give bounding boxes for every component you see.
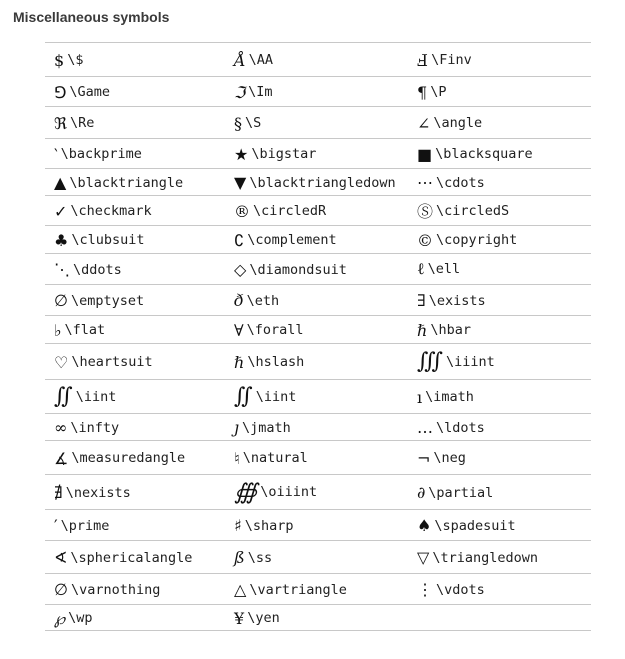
symbol-command: \circledR [253, 203, 327, 219]
symbol-command: \ldots [436, 419, 485, 436]
symbol-glyph: © [417, 230, 433, 250]
table-row [45, 139, 591, 169]
symbol-glyph: ♭ [54, 320, 62, 340]
symbol-command: \checkmark [70, 203, 152, 219]
symbol-cell [225, 541, 408, 574]
symbol-cell [225, 380, 408, 414]
symbol-cell [225, 316, 408, 344]
symbol-cell [408, 441, 591, 475]
symbol-glyph: ∭ [417, 349, 444, 374]
symbol-command: \yen [247, 610, 280, 626]
symbol-command: \oiiint [260, 484, 318, 500]
symbol-glyph: ✓ [54, 201, 68, 221]
symbol-glyph: ◇ [234, 260, 247, 279]
symbol-glyph: ∃ [417, 291, 426, 310]
symbol-command: \sphericalangle [70, 549, 193, 566]
section-title: Miscellaneous symbols [13, 9, 170, 25]
symbol-glyph: ⋯ [417, 173, 433, 192]
symbol-glyph: ∁ [234, 230, 245, 250]
symbol-command: \imath [425, 389, 474, 405]
symbol-command: \prime [60, 517, 110, 534]
table-row [45, 285, 591, 316]
symbol-cell [225, 510, 408, 541]
symbol-cell [45, 169, 225, 196]
table-row [45, 414, 591, 441]
symbol-glyph: $ [54, 50, 65, 70]
symbol-glyph: ∞ [54, 418, 68, 437]
symbol-cell [45, 139, 225, 169]
symbol-command: \diamondsuit [249, 261, 347, 278]
symbol-glyph: ∢ [54, 548, 68, 567]
symbol-command: \sharp [244, 517, 294, 534]
symbol-cell [225, 196, 408, 226]
symbol-glyph: ♠ [417, 516, 432, 535]
symbol-command: \circledS [436, 202, 510, 219]
table-row [45, 107, 591, 139]
symbol-glyph: ∄ [54, 483, 63, 502]
symbol-command: \iint [255, 388, 297, 405]
symbol-glyph: ℏ [234, 352, 245, 372]
table-row [45, 380, 591, 414]
symbol-cell [408, 107, 591, 139]
symbol-cell [408, 139, 591, 169]
symbol-command: \Finv [431, 52, 472, 68]
symbol-glyph: ℓ [417, 259, 425, 279]
symbol-glyph: ℑ [234, 82, 246, 102]
symbol-glyph: ∠ [417, 113, 431, 133]
symbol-command: \forall [246, 322, 304, 338]
symbol-glyph: ∡ [54, 448, 69, 468]
symbol-command: \iiint [446, 353, 495, 370]
symbol-glyph: ∅ [54, 291, 68, 310]
table-row [45, 254, 591, 285]
symbol-command: \bigstar [251, 146, 317, 162]
symbols-table-body [45, 43, 591, 631]
symbol-glyph: ∬ [234, 384, 253, 409]
symbol-command: \varnothing [70, 581, 161, 598]
table-row [45, 196, 591, 226]
symbol-cell [45, 510, 225, 541]
symbol-command: \hslash [247, 354, 305, 370]
symbol-glyph: § [234, 113, 242, 133]
symbol-glyph: ð [234, 291, 244, 310]
symbol-glyph: ′ [54, 516, 58, 535]
symbol-cell [45, 107, 225, 139]
symbol-command: \ss [247, 549, 273, 566]
symbol-command: \cdots [436, 174, 485, 191]
table-row [45, 541, 591, 574]
symbol-glyph: ℏ [417, 320, 428, 340]
symbol-glyph: ¬ [417, 448, 431, 468]
table-row [45, 316, 591, 344]
symbol-glyph: ♣ [54, 230, 69, 250]
symbol-glyph: ★ [234, 144, 249, 164]
symbol-cell [225, 139, 408, 169]
symbol-cell [408, 510, 591, 541]
symbol-glyph: ∅ [54, 580, 68, 599]
table-row [45, 344, 591, 380]
symbol-cell [45, 475, 225, 510]
symbol-glyph: ⅁ [54, 82, 67, 102]
symbol-glyph: ® [234, 201, 250, 221]
symbol-glyph: ¥ [234, 608, 245, 628]
symbol-glyph: ‵ [54, 144, 58, 164]
symbol-command: \Im [248, 84, 273, 100]
symbol-cell [45, 285, 225, 316]
symbol-cell [408, 380, 591, 414]
symbol-glyph: ▲ [54, 173, 67, 192]
symbol-command: \hbar [430, 322, 471, 338]
table-row [45, 169, 591, 196]
symbol-glyph: ▼ [234, 173, 247, 192]
symbol-command: \wp [68, 610, 93, 626]
symbol-cell [408, 475, 591, 510]
symbol-command: \Game [69, 84, 111, 100]
symbol-command: \blacktriangledown [249, 174, 396, 191]
symbol-cell [408, 605, 591, 631]
symbol-command: \natural [242, 450, 308, 466]
symbol-cell [45, 226, 225, 254]
symbol-cell [45, 344, 225, 380]
symbol-command: \blacktriangle [69, 174, 184, 191]
symbol-cell [408, 414, 591, 441]
symbol-cell [45, 77, 225, 107]
symbol-glyph: Å [234, 50, 246, 70]
symbol-cell [225, 574, 408, 605]
symbol-glyph: ∀ [234, 320, 244, 340]
table-row [45, 510, 591, 541]
symbol-command: \AA [248, 52, 273, 68]
symbol-command: \flat [64, 322, 106, 338]
symbol-command: \measuredangle [71, 450, 186, 466]
symbol-command: \S [245, 115, 262, 131]
symbol-cell [225, 254, 408, 285]
symbol-command: \backprime [60, 146, 142, 162]
symbol-command: \complement [247, 232, 337, 248]
symbol-cell [45, 541, 225, 574]
symbol-command: \infty [70, 419, 120, 436]
symbol-cell [225, 285, 408, 316]
symbol-cell [225, 43, 408, 77]
symbol-glyph: Ⅎ [417, 50, 429, 70]
table-row [45, 574, 591, 605]
symbol-command: \clubsuit [71, 232, 145, 248]
symbol-command: \partial [428, 484, 494, 501]
symbol-command: \blacksquare [435, 146, 533, 162]
symbol-command: \emptyset [70, 292, 145, 309]
symbol-cell [45, 574, 225, 605]
symbol-cell [408, 43, 591, 77]
symbol-cell [225, 77, 408, 107]
symbol-cell [408, 316, 591, 344]
table-row [45, 77, 591, 107]
symbol-glyph: ♮ [234, 448, 240, 468]
symbol-glyph: ℜ [54, 113, 68, 133]
symbol-cell [45, 441, 225, 475]
symbol-command: \heartsuit [71, 354, 153, 370]
symbol-glyph: ♯ [234, 516, 242, 535]
table-row [45, 43, 591, 77]
symbol-command: \Re [70, 115, 95, 131]
symbol-command: \copyright [436, 232, 518, 248]
symbol-cell [225, 414, 408, 441]
symbol-glyph: ß [234, 548, 245, 567]
table-row [45, 605, 591, 631]
symbol-glyph: ♡ [54, 352, 69, 372]
symbols-table [45, 42, 591, 631]
symbol-glyph: ⋮ [417, 580, 433, 599]
symbol-command: \ell [427, 261, 461, 278]
table-row [45, 441, 591, 475]
symbol-cell [225, 605, 408, 631]
symbol-cell [408, 254, 591, 285]
symbol-glyph: ¶ [417, 82, 428, 102]
symbol-glyph: Ⓢ [417, 202, 434, 221]
symbol-cell [225, 107, 408, 139]
symbol-cell [45, 316, 225, 344]
symbol-cell [225, 344, 408, 380]
symbol-cell [45, 380, 225, 414]
symbol-glyph: … [417, 418, 433, 437]
symbol-cell [408, 344, 591, 380]
symbol-command: \iint [75, 388, 117, 405]
symbol-command: \exists [428, 292, 486, 309]
symbol-cell [225, 441, 408, 475]
symbol-cell [45, 196, 225, 226]
symbol-command: \angle [433, 115, 483, 131]
symbol-cell [45, 43, 225, 77]
symbol-cell [408, 574, 591, 605]
table-row [45, 475, 591, 510]
symbol-command: \eth [246, 292, 280, 309]
symbol-command: \vartriangle [249, 581, 347, 598]
symbol-command: \vdots [436, 581, 485, 598]
symbol-cell [225, 475, 408, 510]
symbol-cell [45, 414, 225, 441]
symbol-cell [408, 226, 591, 254]
symbol-cell [408, 541, 591, 574]
symbol-command: \spadesuit [434, 517, 516, 534]
symbol-glyph: ∂ [417, 483, 426, 502]
symbol-cell [45, 254, 225, 285]
symbol-command: \triangledown [432, 549, 538, 566]
symbol-command: \neg [433, 450, 466, 466]
symbol-cell [408, 77, 591, 107]
symbol-cell [225, 226, 408, 254]
symbol-glyph: ∰ [234, 479, 258, 505]
symbol-glyph: ■ [417, 144, 433, 164]
symbol-cell [45, 605, 225, 631]
symbol-command: \nexists [65, 484, 131, 501]
table-row [45, 226, 591, 254]
symbol-command: \$ [67, 52, 84, 68]
symbol-cell [408, 169, 591, 196]
symbol-cell [408, 196, 591, 226]
symbol-command: \jmath [241, 419, 291, 436]
symbol-glyph: ∬ [54, 384, 73, 409]
symbol-glyph: ȷ [234, 418, 239, 437]
symbol-command: \ddots [73, 261, 122, 278]
symbol-glyph: ▽ [417, 548, 430, 567]
symbol-glyph: ı [417, 387, 423, 407]
symbol-glyph: △ [234, 580, 247, 599]
symbol-glyph: ⋱ [54, 260, 70, 279]
symbol-cell [408, 285, 591, 316]
symbol-command: \P [430, 84, 447, 100]
symbol-cell [225, 169, 408, 196]
symbol-glyph: ℘ [54, 608, 66, 628]
